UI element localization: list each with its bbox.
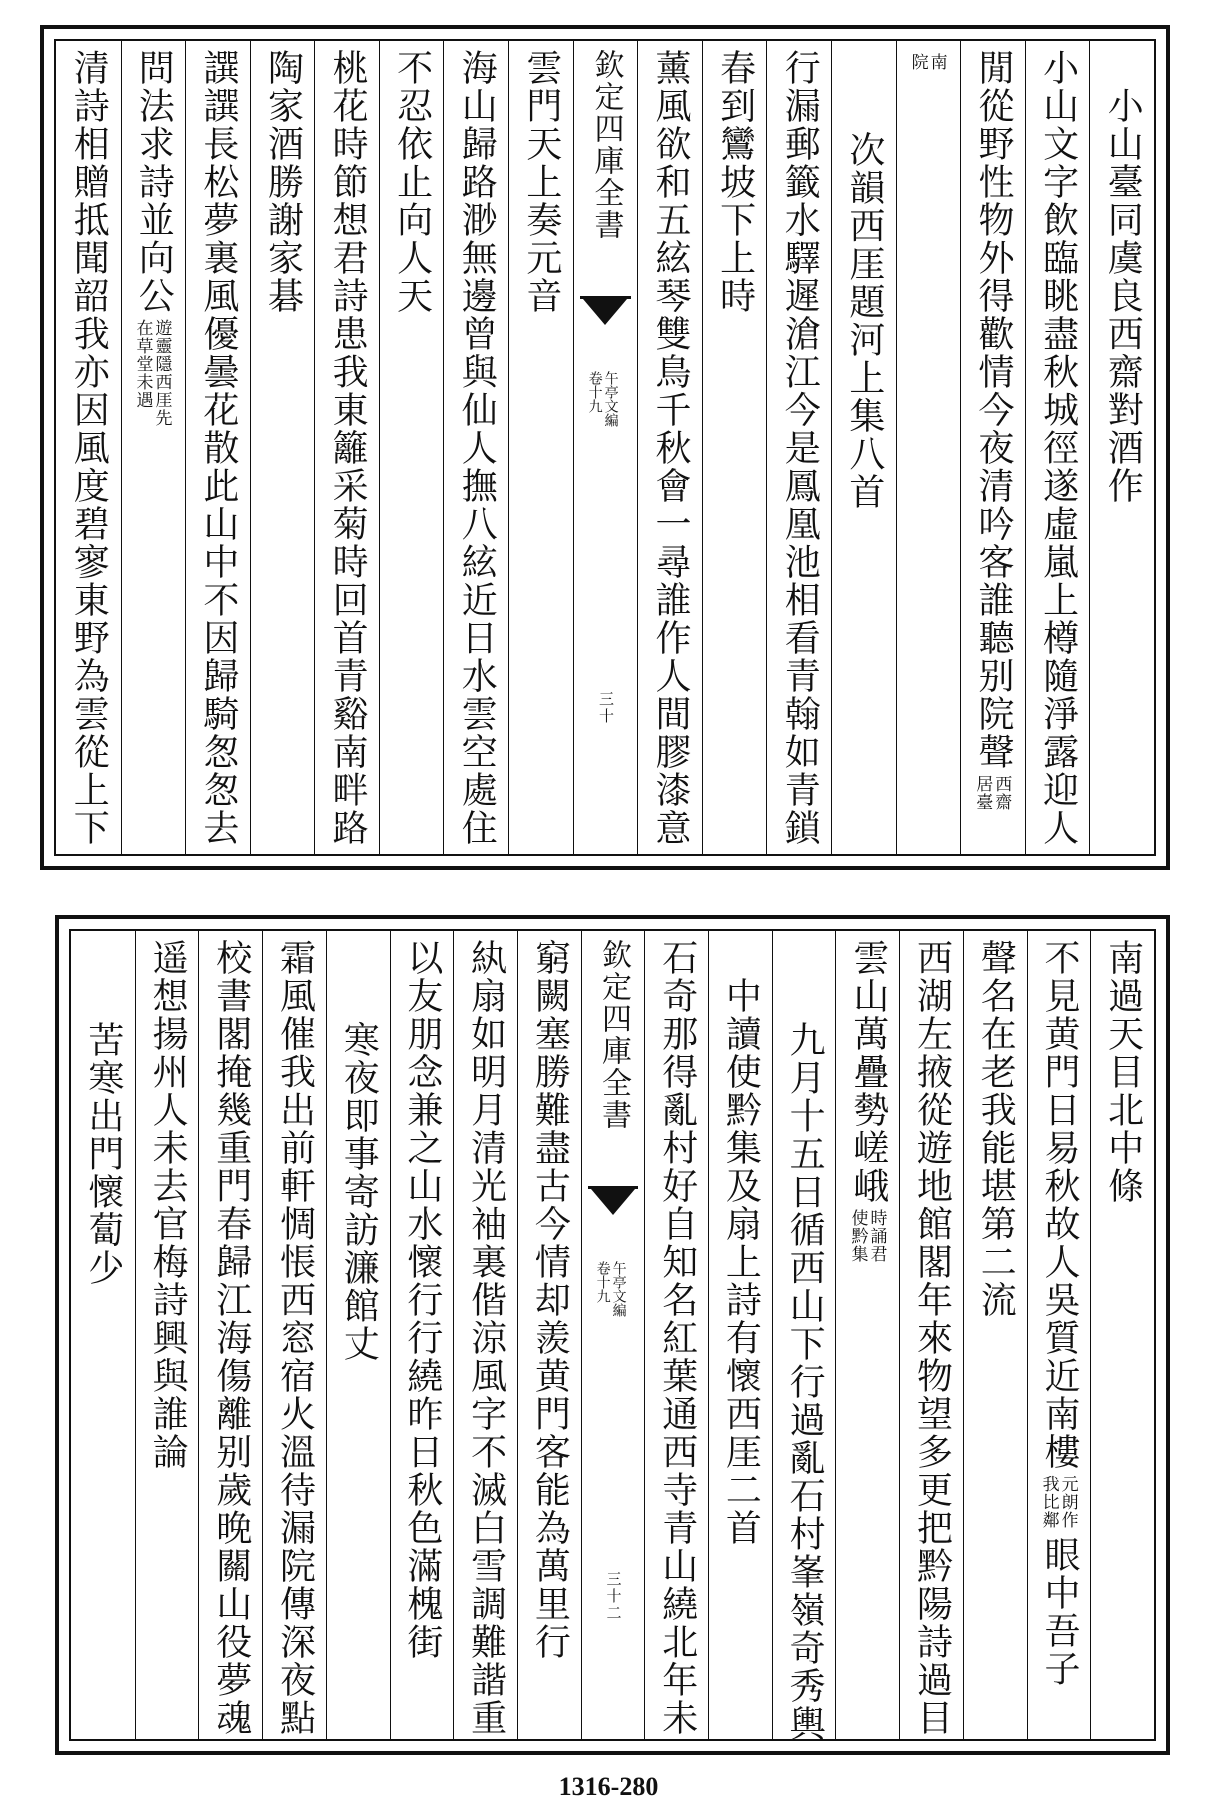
- verse-line: 薰風欲和五絃琴雙鳥千秋會一尋誰作人間膠漆意: [650, 49, 692, 847]
- verse-line: 海山歸路渺無邊曾與仙人撫八絃近日水雲空處住: [456, 49, 498, 847]
- verse-line: 校書閣掩幾重門春歸江海傷離别歲晚關山役夢魂: [210, 939, 252, 1737]
- verse-line: 陶家酒勝謝家碁: [262, 49, 304, 315]
- text-column: [379, 41, 444, 854]
- text-column: [766, 41, 831, 854]
- volume-title: 午亭文編: [602, 371, 619, 427]
- text-column: [644, 931, 708, 1739]
- verse-line: 不忍依止向人天: [391, 49, 433, 315]
- text-column: [702, 41, 767, 854]
- text-column: [637, 41, 702, 854]
- verse-line: 閒從野性物外得歡情今夜清吟客誰聽别院聲: [973, 49, 1015, 771]
- verse-line: 不見黄門日易秋故人吳質近南樓: [1038, 939, 1080, 1471]
- verse-line: 九月十五日循西山下行過亂石村峯嶺奇秀輿: [784, 1021, 826, 1743]
- text-column: [390, 931, 454, 1739]
- text-column: [960, 41, 1025, 854]
- verse-line: 桃花時節想君詩患我東籬采菊時回首青谿南畔路: [327, 49, 369, 847]
- text-column: [772, 931, 836, 1743]
- text-column: [896, 41, 961, 854]
- note-right-line: 西齋: [991, 775, 1012, 811]
- verse-line: 窮闕塞勝難盡古今情却羨黄門客能為萬里行: [529, 939, 571, 1661]
- note-left-line: 院: [907, 53, 928, 71]
- verse-line: 聲名在老我能堪第二流: [975, 939, 1017, 1319]
- text-column: [453, 931, 517, 1739]
- text-column: [326, 931, 390, 1739]
- verse-line: 小山臺同虞良西齋對酒作: [1102, 87, 1144, 505]
- text-column: [314, 41, 379, 854]
- fish-tail-mark: [580, 296, 632, 339]
- note-left-line: 在草堂未遇: [132, 319, 153, 409]
- verse-line: 寒夜即事寄訪濂館丈: [338, 1021, 380, 1363]
- verse-line: 苦寒出門懷蔔少: [82, 1021, 124, 1287]
- bottom-page-panel: [55, 915, 1170, 1755]
- bottom-text-columns: [71, 931, 1154, 1743]
- text-column: [517, 931, 581, 1739]
- text-column: [963, 931, 1027, 1739]
- text-column: [262, 931, 326, 1739]
- interlinear-note: [972, 775, 1012, 811]
- interlinear-note: [134, 319, 170, 427]
- verse-line: 南過天目北中條: [1102, 939, 1144, 1205]
- page-code: 1316-280: [558, 1772, 659, 1801]
- text-column: [831, 41, 896, 854]
- page-number: 三十二: [604, 1571, 623, 1622]
- note-right-line: 元朗作: [1057, 1475, 1078, 1529]
- volume-info: [596, 1261, 626, 1317]
- top-page-frame: [54, 39, 1156, 856]
- volume-info: [588, 371, 618, 427]
- verse-line: 石奇那得亂村好自知名紅葉通西寺青山繞北年未: [656, 939, 698, 1737]
- text-column: [508, 41, 573, 854]
- note-left-line: 我比鄰: [1038, 1475, 1059, 1529]
- center-margin-column: [581, 931, 645, 1739]
- top-page-panel: [40, 25, 1170, 870]
- volume-number: 卷十九: [586, 371, 603, 413]
- note-left-line: 居臺: [972, 775, 993, 811]
- verse-line: 小山文字飲臨眺盡秋城徑遂虛嵐上樽隨淨露迎人: [1037, 49, 1079, 847]
- verse-line: 中讀使黔集及扇上詩有懷西厓二首: [720, 977, 762, 1547]
- text-column: [1027, 931, 1091, 1739]
- text-column: [1089, 41, 1154, 854]
- note-right-line: 遊靈隱西厓先: [151, 319, 172, 427]
- top-text-columns: [56, 41, 1154, 854]
- verse-line: 清詩相贈抵聞韶我亦因風度碧寥東野為雲從上下: [68, 49, 110, 847]
- text-column: [71, 931, 135, 1739]
- verse-line: 譔譔長松夢裏風優曇花散此山中不因歸騎怱怱去: [197, 49, 239, 847]
- text-column: [1090, 931, 1154, 1739]
- center-margin-column: [573, 41, 638, 854]
- text-column: [198, 931, 262, 1739]
- text-column: [1025, 41, 1090, 854]
- text-column: [443, 41, 508, 854]
- note-right-line: 時誦君: [866, 1209, 887, 1263]
- verse-line: 春到鸞坡下上時: [714, 49, 756, 315]
- verse-line: 行漏郵籤水驛遲滄江今是鳳凰池相看青翰如青鎖: [779, 49, 821, 847]
- verse-line: 問法求詩並向公: [133, 49, 175, 315]
- text-column: [135, 931, 199, 1739]
- note-left-line: 使黔集: [847, 1209, 868, 1263]
- book-title: 欽定四庫全書: [588, 49, 624, 241]
- interlinear-note: [909, 53, 945, 71]
- volume-number: 卷十九: [594, 1261, 611, 1303]
- verse-line: 紈扇如明月清光袖裏偕涼風字不滅白雪調難諧重: [465, 939, 507, 1737]
- interlinear-note: [1040, 1475, 1076, 1529]
- verse-line: 以友朋念兼之山水懷行行繞昨日秋色滿槐街: [401, 939, 443, 1661]
- interlinear-note: [847, 1209, 887, 1263]
- verse-line: 西湖左掖從遊地館閣年來物望多更把黔陽詩過目: [911, 939, 953, 1737]
- verse-line: 次韻西厓題河上集八首: [843, 131, 885, 511]
- fish-tail-mark: [588, 1186, 639, 1229]
- text-column: [835, 931, 899, 1739]
- verse-line: 霜風催我出前軒惆悵西窓宿火溫待漏院傳深夜點: [274, 939, 316, 1737]
- verse-line: 雲山萬疊勢嵯峨: [847, 939, 889, 1205]
- verse-line-continued: 眼中吾子: [1038, 1536, 1080, 1688]
- text-column: [708, 931, 772, 1739]
- verse-line: 遥想揚州人未去官梅詩興與誰論: [147, 939, 189, 1471]
- volume-title: 午亭文編: [610, 1261, 627, 1317]
- verse-line: 雲門天上奏元音: [520, 49, 562, 315]
- note-right-line: 南: [926, 53, 947, 71]
- text-column: [56, 41, 121, 854]
- page-number: 三十: [596, 691, 615, 725]
- text-column: [250, 41, 315, 854]
- text-column: [899, 931, 963, 1739]
- bottom-page-frame: [69, 929, 1156, 1741]
- text-column: [185, 41, 250, 854]
- text-column: [121, 41, 186, 854]
- book-title: 欽定四庫全書: [596, 939, 632, 1131]
